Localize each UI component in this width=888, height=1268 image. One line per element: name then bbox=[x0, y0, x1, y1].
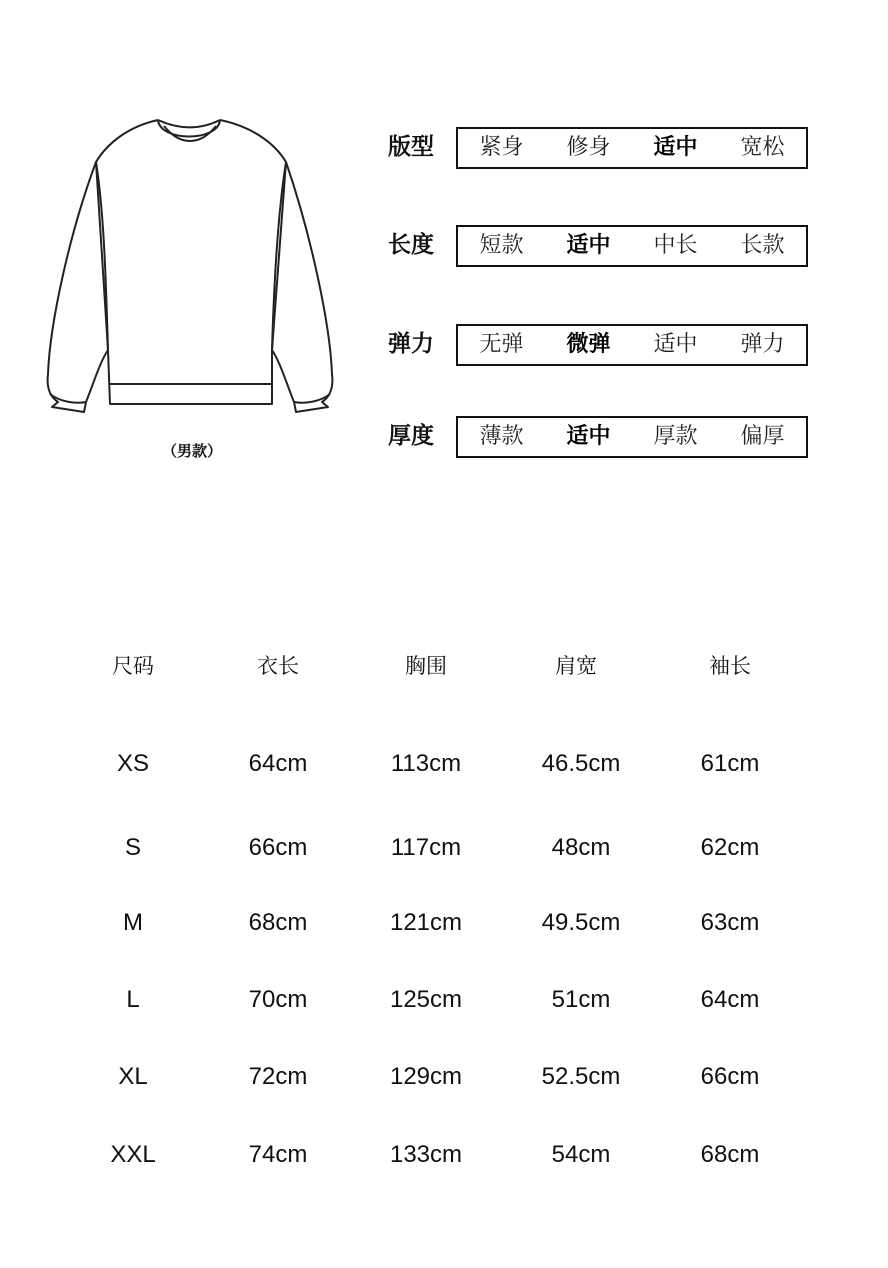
table-cell: 61cm bbox=[700, 750, 760, 777]
attribute-option-selected: 适中 bbox=[653, 135, 698, 160]
table-cell-size: XL bbox=[118, 1063, 148, 1090]
table-cell-size: XXL bbox=[110, 1141, 156, 1168]
attribute-scale bbox=[456, 416, 808, 458]
table-cell-size: S bbox=[124, 834, 141, 861]
table-cell: 46.5cm bbox=[541, 750, 621, 777]
attribute-option: 短款 bbox=[479, 233, 524, 258]
attribute-option: 厚款 bbox=[653, 424, 698, 449]
column-header-chest: 胸围 bbox=[405, 654, 447, 678]
table-cell-size: XS bbox=[116, 750, 149, 777]
table-cell: 133cm bbox=[389, 1141, 463, 1168]
attribute-option: 宽松 bbox=[740, 135, 785, 160]
attribute-option: 薄款 bbox=[479, 424, 524, 449]
column-header-shoulder: 肩宽 bbox=[555, 654, 597, 678]
table-cell: 51cm bbox=[551, 986, 611, 1013]
attribute-scale bbox=[456, 127, 808, 169]
table-cell: 63cm bbox=[700, 909, 760, 936]
attribute-option-selected: 微弹 bbox=[566, 332, 611, 357]
sweatshirt-illustration bbox=[40, 112, 340, 417]
table-cell: 54cm bbox=[551, 1141, 611, 1168]
attribute-option: 中长 bbox=[653, 233, 698, 258]
table-cell: 62cm bbox=[700, 834, 760, 861]
table-cell: 48cm bbox=[551, 834, 611, 861]
table-cell: 74cm bbox=[248, 1141, 308, 1168]
attribute-option-selected: 适中 bbox=[566, 233, 611, 258]
column-header-sleeve: 袖长 bbox=[709, 654, 751, 678]
table-cell: 117cm bbox=[390, 834, 462, 861]
table-cell: 121cm bbox=[389, 909, 463, 936]
table-cell: 64cm bbox=[248, 750, 308, 777]
attribute-option: 弹力 bbox=[740, 332, 785, 357]
table-cell: 68cm bbox=[248, 909, 308, 936]
table-cell: 129cm bbox=[389, 1063, 463, 1090]
attribute-option: 偏厚 bbox=[740, 424, 785, 449]
table-cell: 70cm bbox=[248, 986, 308, 1013]
attribute-label: 版型 bbox=[388, 134, 434, 160]
table-cell-size: M bbox=[123, 909, 143, 936]
attribute-option: 适中 bbox=[653, 332, 698, 357]
attribute-option: 无弹 bbox=[479, 332, 524, 357]
attribute-option: 长款 bbox=[740, 233, 785, 258]
product-gender-caption: （男款） bbox=[161, 442, 222, 460]
table-cell-size: L bbox=[126, 986, 140, 1013]
attribute-scale bbox=[456, 225, 808, 267]
table-cell: 68cm bbox=[700, 1141, 760, 1168]
table-cell: 125cm bbox=[389, 986, 463, 1013]
table-cell: 64cm bbox=[700, 986, 760, 1013]
table-cell: 72cm bbox=[248, 1063, 308, 1090]
attribute-option: 紧身 bbox=[479, 135, 524, 160]
table-cell: 66cm bbox=[700, 1063, 760, 1090]
attribute-option: 修身 bbox=[566, 135, 611, 160]
column-header-length: 衣长 bbox=[257, 654, 299, 678]
attribute-scale bbox=[456, 324, 808, 366]
table-cell: 113cm bbox=[390, 750, 462, 777]
attribute-label: 长度 bbox=[388, 232, 434, 258]
column-header-size: 尺码 bbox=[112, 654, 154, 678]
attribute-label: 厚度 bbox=[388, 423, 434, 449]
table-cell: 66cm bbox=[248, 834, 308, 861]
table-cell: 49.5cm bbox=[541, 909, 621, 936]
attribute-option-selected: 适中 bbox=[566, 424, 611, 449]
attribute-label: 弹力 bbox=[388, 331, 434, 357]
table-cell: 52.5cm bbox=[541, 1063, 621, 1090]
